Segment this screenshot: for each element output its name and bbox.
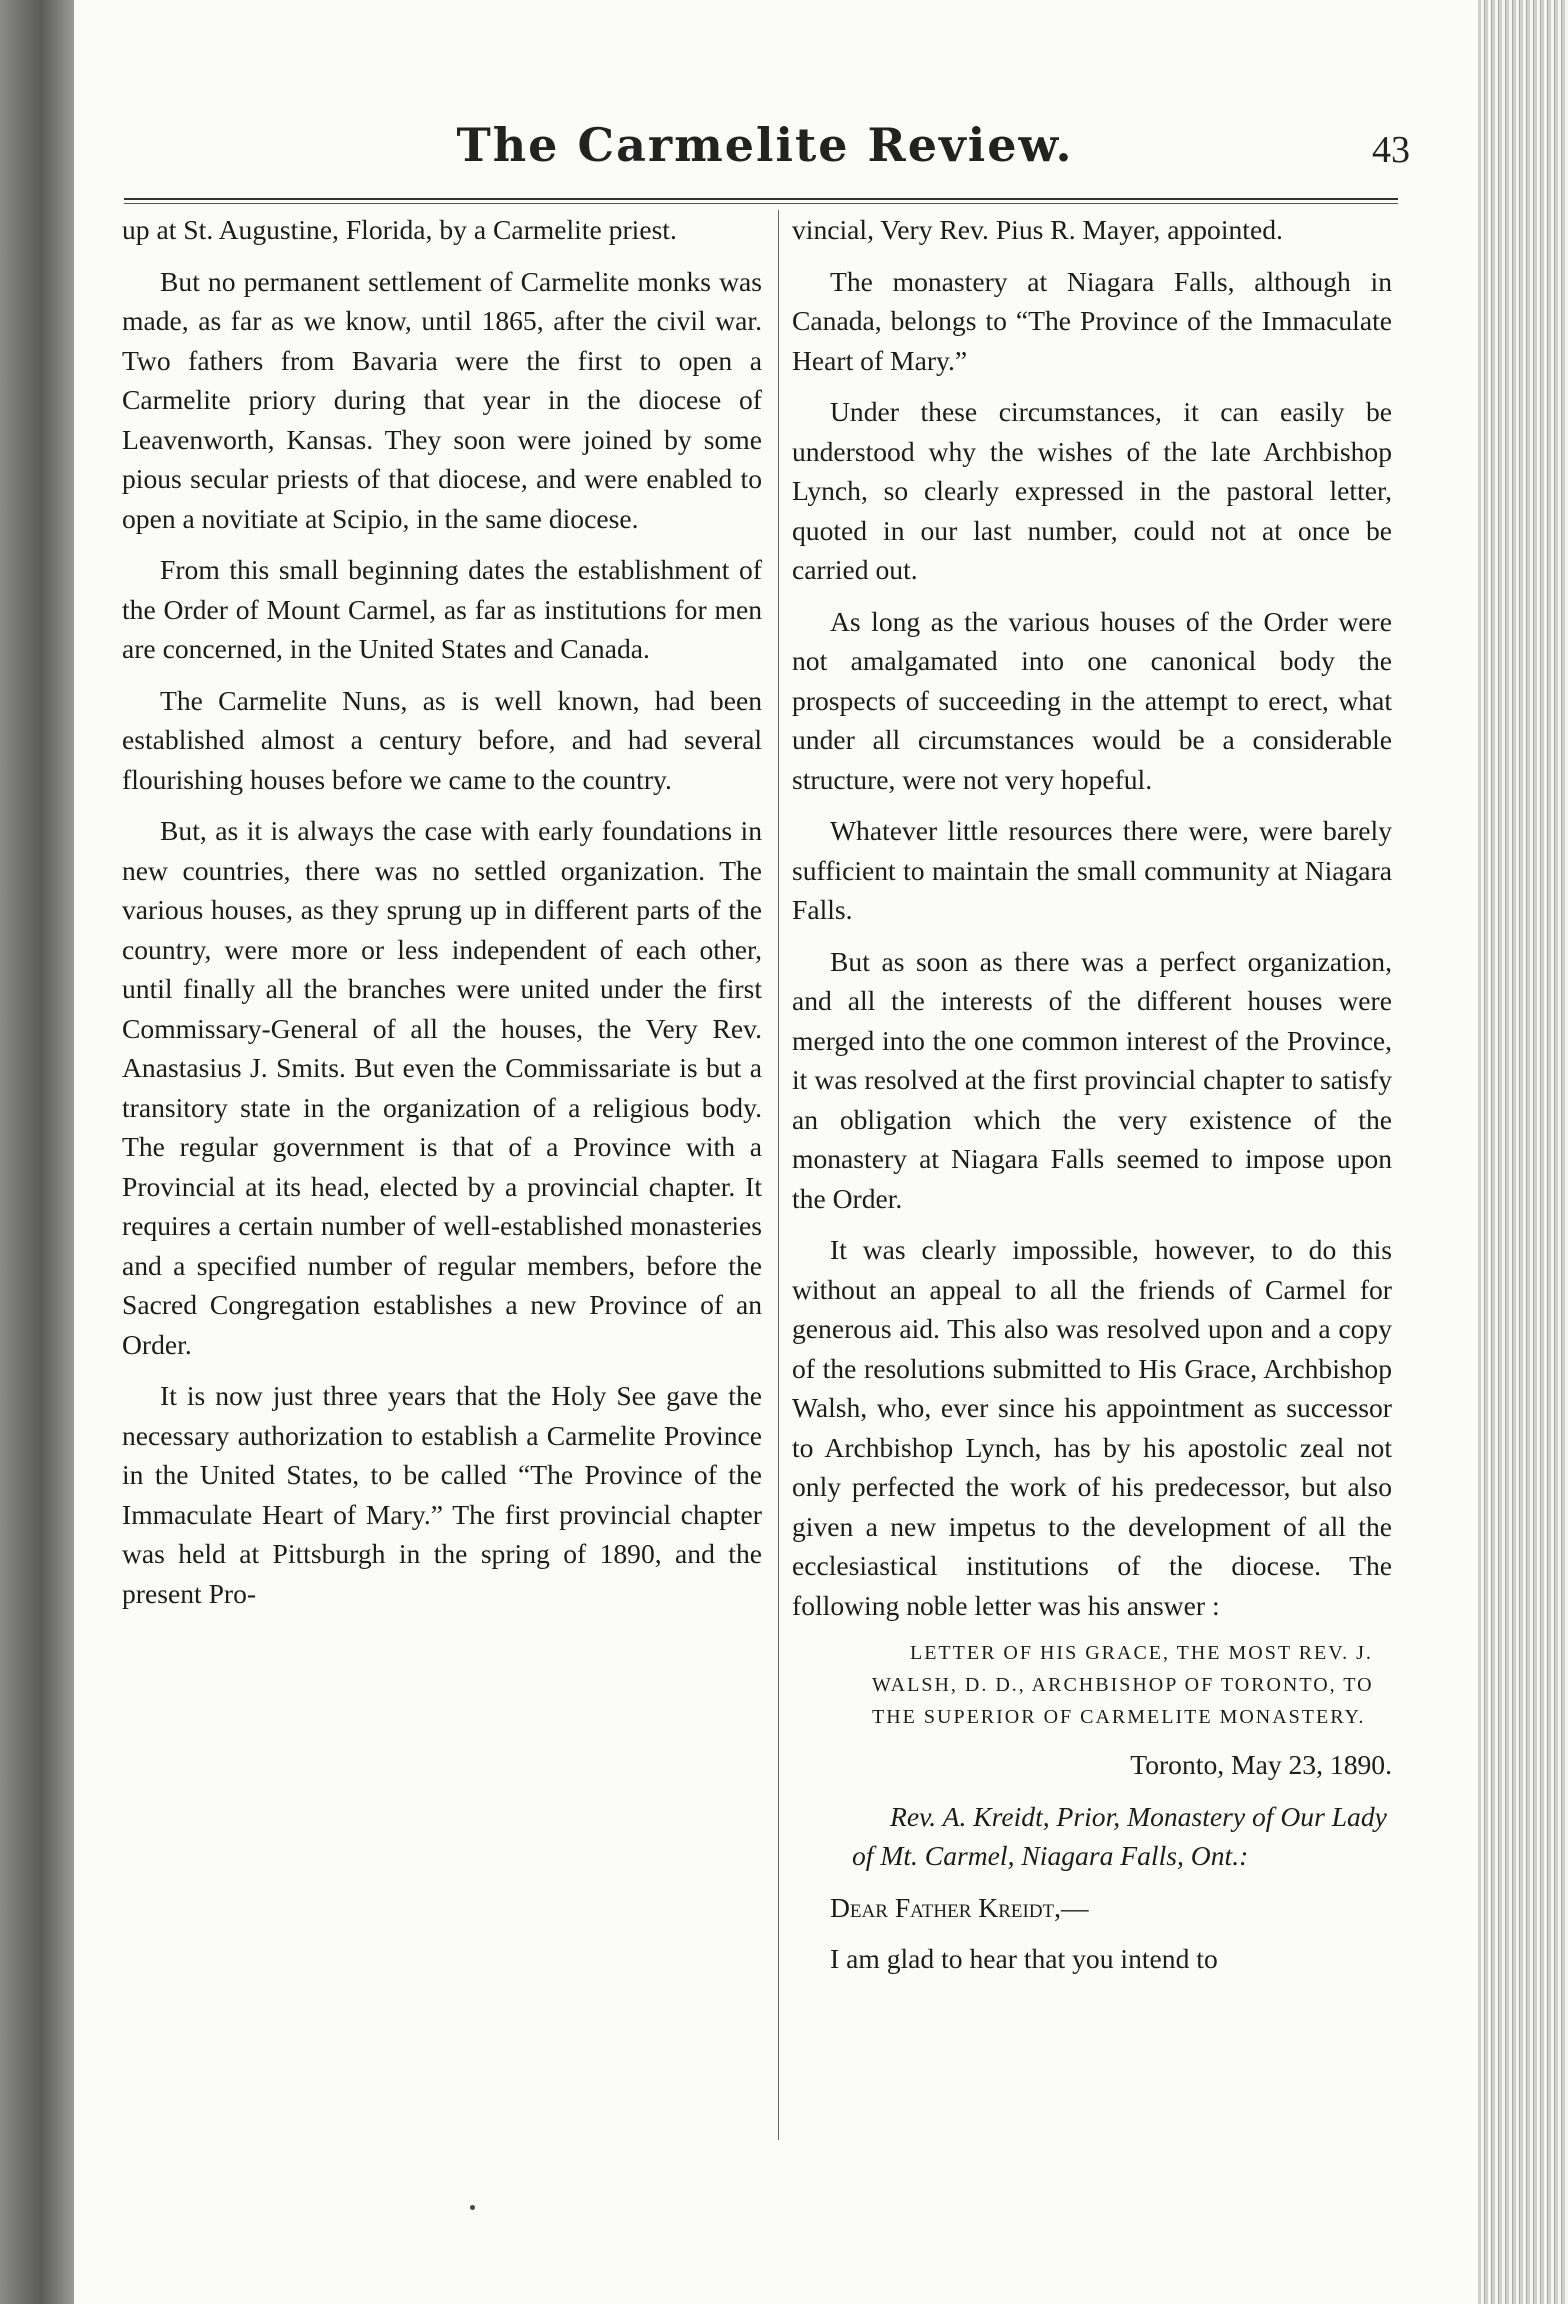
letter-body-first-line: I am glad to hear that you intend to xyxy=(830,1943,1218,1974)
book-binding-shadow xyxy=(0,0,74,2304)
page-edges xyxy=(1478,0,1568,2304)
masthead-title: The Carmelite Review. xyxy=(456,118,1074,172)
paragraph: It was clearly impossible, however, to do this without an appeal to all the friends of Carmel for generous aid. This also was resolved upon and a copy of the resolutions submitted to His Grace, Archbishop Walsh, who, ever since his appointment as successor to Archbishop Lynch, has by his apostolic zeal not only perfected the work of his predecessor, but also given a new impetus to the development of all the ecclesiastical institutions of the diocese. The following noble letter was his answer : xyxy=(792,1234,1392,1621)
column-divider xyxy=(778,210,779,2140)
paragraph: up at St. Augustine, Florida, by a Carmelite priest. xyxy=(122,214,677,245)
paragraph: Whatever little resources there were, were barely sufficient to maintain the small community at Niagara Falls. xyxy=(792,815,1392,925)
letter-date: Toronto, May 23, 1890. xyxy=(1130,1749,1392,1780)
right-column xyxy=(792,210,1392,1991)
header-rule xyxy=(124,198,1398,204)
paragraph: The monastery at Niagara Falls, although in Canada, belongs to “The Province of the Immaculate Heart of Mary.” xyxy=(792,265,1392,376)
letter-addressee: Rev. A. Kreidt, Prior, Monastery of Our Lady of Mt. Carmel, Niagara Falls, Ont.: xyxy=(852,1800,1387,1871)
paragraph: Under these circumstances, it can easily be understood why the wishes of the late Archbishop Lynch, so clearly expressed in the pastoral letter, quoted in our last number, could not at once be carried out. xyxy=(792,396,1392,585)
letter-heading: LETTER OF HIS GRACE, THE MOST REV. J. WALSH, D. D., ARCHBISHOP OF TORONTO, TO THE SUPERIOR OF CARMELITE MONASTERY. xyxy=(872,1642,1374,1728)
paragraph: It is now just three years that the Holy See gave the necessary authorization to establish a Carmelite Province in the United States, to be called “The Province of the Immaculate Heart of Mary.” The first provincial chapter was held at Pittsburgh in the spring of 1890, and the present Pro- xyxy=(122,1380,762,1609)
paragraph: The Carmelite Nuns, as is well known, had been established almost a century before, and had several flourishing houses before we came to the country. xyxy=(122,684,762,795)
paragraph: But, as it is always the case with early foundations in new countries, there was no settled organization. The various houses, as they sprung up in different parts of the country, were more or less independent of each other, until finally all the branches were united under the first Commissary-General of all the houses, the Very Rev. Anastasius J. Smits. But even the Commissariate is but a transitory state in the organization of a religious body. The regular government is that of a Province with a Provincial at its head, elected by a provincial chapter. It requires a certain number of well-established monasteries and a specified number of regular members, before the Sacred Congregation establishes a new Province of an Order. xyxy=(122,815,762,1360)
paragraph: But as soon as there was a perfect organization, and all the interests of the different houses were merged into the one common interest of the Province, it was resolved at the first provincial chapter to satisfy an obligation which the very existence of the monastery at Niagara Falls seemed to impose upon the Order. xyxy=(792,945,1392,1214)
page-number: 43 xyxy=(1372,129,1410,171)
print-speck xyxy=(470,2205,475,2210)
letter-salutation: Dear Father Kreidt,— xyxy=(830,1891,1089,1923)
paragraph: From this small beginning dates the establishment of the Order of Mount Carmel, as far as institutions for men are concerned, in the United States and Canada. xyxy=(122,554,762,664)
paragraph: But no permanent settlement of Carmelite monks was made, as far as we know, until 1865, after the civil war. Two fathers from Bavaria were the first to open a Carmelite priory during that year in the diocese of Leavenworth, Kansas. They soon were joined by some pious secular priests of that diocese, and were enabled to open a novitiate at Scipio, in the same diocese. xyxy=(122,265,762,534)
page-header xyxy=(120,118,1410,198)
paragraph: vincial, Very Rev. Pius R. Mayer, appointed. xyxy=(792,214,1283,245)
left-column xyxy=(122,210,762,1625)
paragraph: As long as the various houses of the Order were not amalgamated into one canonical body the prospects of succeeding in the attempt to erect, what under all circumstances would be a considerable structure, were not very hopeful. xyxy=(792,605,1392,795)
